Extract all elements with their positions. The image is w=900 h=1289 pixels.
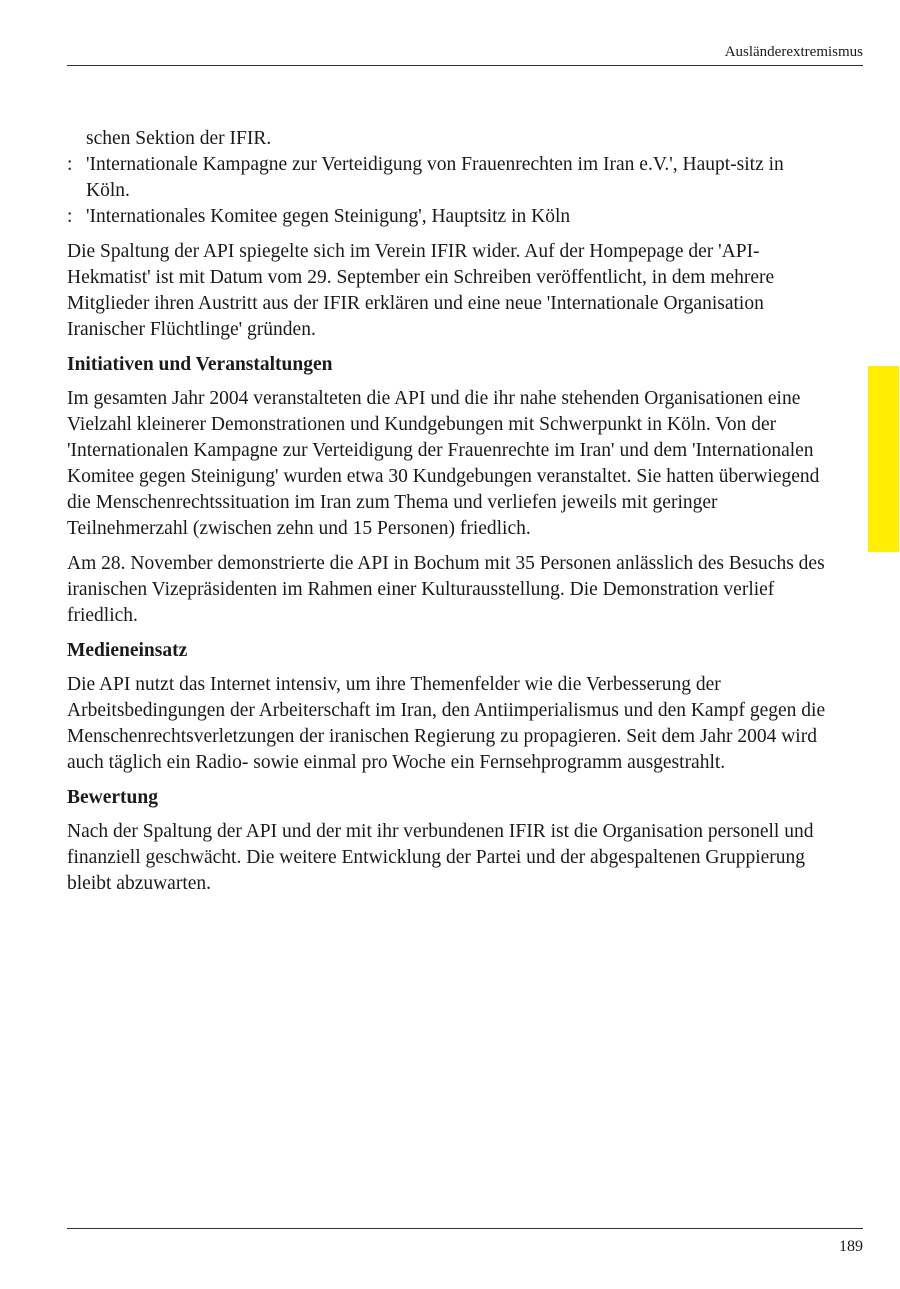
running-header: Ausländerextremismus: [724, 44, 863, 60]
list-item: [67, 152, 827, 204]
section-heading-medieneinsatz: Medieneinsatz: [67, 640, 188, 661]
list-marker: :: [67, 154, 73, 175]
list-item-text: schen Sektion der IFIR.: [86, 128, 272, 149]
page-number: 189: [839, 1238, 863, 1255]
paragraph-bewertung: Nach der Spaltung der API und der mit ihr verbundenen IFIR ist die Organisation personell und finanziell geschwächt. Die weitere Entwicklung der Partei und der abgespaltenen Gruppierung bleibt abzuwarten.: [67, 821, 814, 894]
paragraph-spaltung: Die Spaltung der API spiegelte sich im Verein IFIR wider. Auf der Hompepage der 'API-Hekmatist' ist mit Datum vom 29. September ein Schreiben veröffentlicht, in dem mehrere Mitglieder ihren Austritt aus der IFIR erklären und eine neue 'Internationale Organisation Iranischer Flüchtlinge' gründen.: [67, 241, 775, 340]
list-item-text: 'Internationale Kampagne zur Verteidigung von Frauenrechten im Iran e.V.', Haupt-sitz in Köln.: [86, 154, 784, 201]
list-marker: :: [67, 206, 73, 227]
list-item-text: 'Internationales Komitee gegen Steinigung', Hauptsitz in Köln: [86, 206, 571, 227]
paragraph-medieneinsatz: Die API nutzt das Internet intensiv, um ihre Themenfelder wie die Verbesserung der Arbeitsbedingungen der Arbeiterschaft im Iran, den Antiimperialismus und den Kampf gegen die Menschenrechtsverletzungen der iranischen Regierung zu propagieren. Seit dem Jahr 2004 wird auch täglich ein Radio- sowie einmal pro Woche ein Fernsehprogramm ausgestrahlt.: [67, 674, 826, 773]
footer-divider: [67, 1228, 863, 1229]
paragraph-initiativen-1: Im gesamten Jahr 2004 veranstalteten die API und die ihr nahe stehenden Organisationen eine Vielzahl kleinerer Demonstrationen und Kundgebungen mit Schwerpunkt in Köln. Von der 'Internationalen Kampagne zur Verteidigung der Frauenrechte im Iran' und dem 'Internationalen Komitee gegen Steinigung' wurden etwa 30 Kundgebungen veranstaltet. Sie hatten überwiegend die Menschenrechtssituation im Iran zum Thema und verliefen jeweils mit geringer Teilnehmerzahl (zwischen zehn und 15 Personen) friedlich.: [67, 388, 820, 539]
page-body: [67, 126, 827, 906]
header-divider: [67, 65, 863, 66]
section-heading-initiativen: Initiativen und Veranstaltungen: [67, 354, 333, 375]
organization-list: [67, 126, 827, 230]
section-heading-bewertung: Bewertung: [67, 787, 158, 808]
chapter-marker-tab: [868, 366, 899, 552]
paragraph-initiativen-2: Am 28. November demonstrierte die API in Bochum mit 35 Personen anlässlich des Besuchs des iranischen Vizepräsidenten im Rahmen einer Kulturausstellung. Die Demonstration verlief friedlich.: [67, 553, 825, 626]
list-item: [67, 204, 827, 230]
list-item: [67, 126, 827, 152]
